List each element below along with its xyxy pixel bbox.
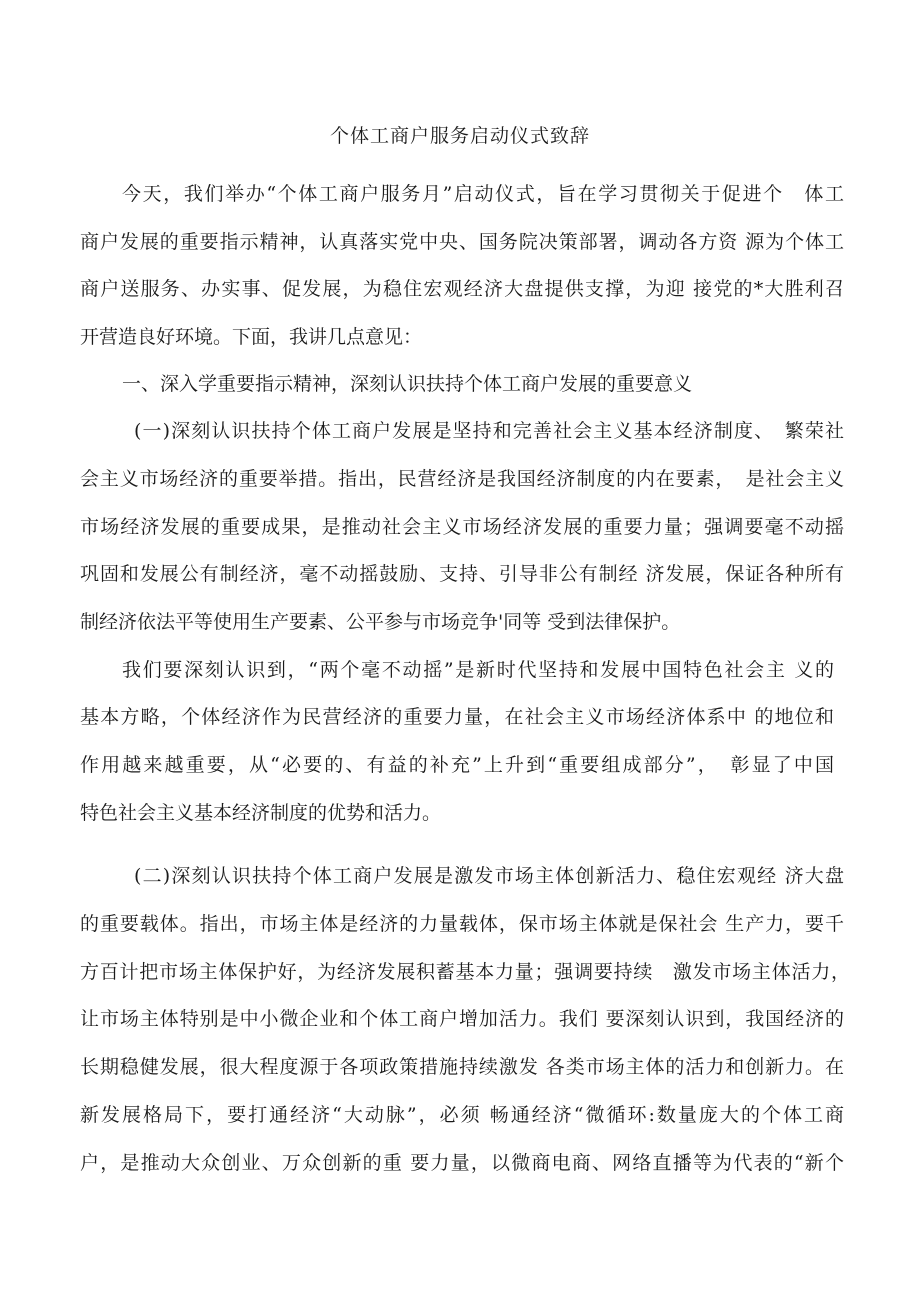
section-heading: 一、深入学重要指示精神，深刻认识扶持个体工商户发展的重要意义 [122, 373, 693, 395]
body-line: 制经济依法平等使用生产要素、公平参与市场竞争'同等 受到法律保护。 [80, 611, 681, 633]
body-line: 长期稳健发展，很大程度源于各项政策措施持续激发 各类市场主体的活力和创新力。在 [80, 1056, 844, 1078]
body-line: 特色社会主义基本经济制度的优势和活力。 [80, 802, 442, 824]
body-line: (一)深刻认识扶持个体工商户发展是坚持和完善社会主义基本经济制度、 繁荣社 [134, 420, 844, 442]
body-line: 市场经济发展的重要成果，是推动社会主义市场经济发展的重要力量；强调要毫不动摇 [80, 516, 844, 538]
body-line: 方百计把市场主体保护好，为经济发展积蓄基本力量；强调要持续 激发市场主体活力， [80, 961, 850, 983]
body-line: 户，是推动大众创业、万众创新的重 要力量，以微商电商、网络直播等为代表的“新个 [80, 1152, 844, 1174]
body-line: 会主义市场经济的重要举措。指出，民营经济是我国经济制度的内在要素， 是社会主义 [80, 468, 844, 490]
body-line: 商户发展的重要指示精神，认真落实党中央、国务院决策部署，调动各方资 源为个体工 [80, 231, 844, 253]
body-line: 的重要载体。指出，市场主体是经济的力量载体，保市场主体就是保社会 生产力，要千 [80, 913, 844, 935]
document-title: 个体工商户服务启动仪式致辞 [329, 125, 590, 147]
body-line: (二)深刻认识扶持个体工商户发展是激发市场主体创新活力、稳住宏观经 济大盘 [134, 865, 844, 887]
body-line: 新发展格局下，要打通经济“大动脉”，必须 畅通经济“微循环:数量庞大的个体工商 [80, 1104, 844, 1126]
body-line: 今天，我们举办“个体工商户服务月”启动仪式，旨在学习贯彻关于促进个 体工 [122, 183, 844, 205]
body-line: 让市场主体特别是中小微企业和个体工商户增加活力。我们 要深刻认识到，我国经济的 [80, 1008, 844, 1030]
body-line: 商户送服务、办实事、促发展，为稳住宏观经济大盘提供支撑，为迎 接党的*大胜利召 [80, 278, 844, 300]
body-line: 作用越来越重要，从“必要的、有益的补充”上升到“重要组成部分”， 彰显了中国 [80, 754, 834, 776]
body-line: 基本方略，个体经济作为民营经济的重要力量，在社会主义市场经济体系中 的地位和 [80, 706, 834, 728]
body-line: 开营造良好环境。下面，我讲几点意见： [80, 326, 423, 348]
body-line: 我们要深刻认识到，“两个毫不动摇”是新时代坚持和发展中国特色社会主 义的 [122, 659, 834, 681]
body-line: 巩固和发展公有制经济，毫不动摇鼓励、支持、引导非公有制经 济发展，保证各种所有 [80, 563, 844, 585]
